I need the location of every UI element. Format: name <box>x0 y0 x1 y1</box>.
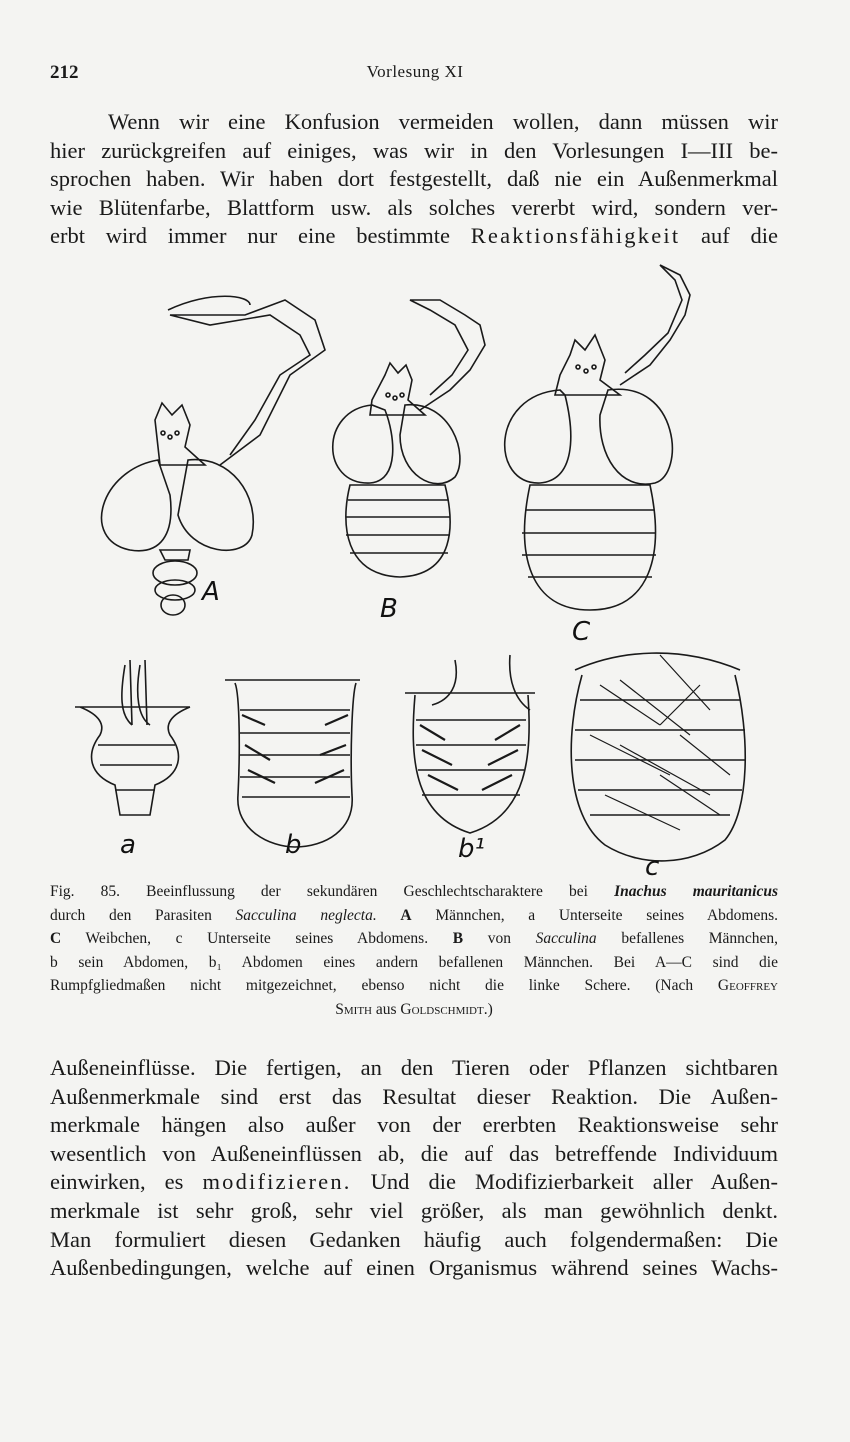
author-name: Goldschmidt.) <box>400 1000 493 1018</box>
page-number: 212 <box>50 62 79 83</box>
caption-text: von <box>487 930 511 947</box>
author-name: Geoffrey <box>717 977 778 994</box>
abdomen-c-drawing <box>571 653 745 880</box>
text-line: sprochen haben. Wir haben dort festgestellt, daß nie ein Außenmerkmal <box>50 166 778 192</box>
text-line: Außeneinflüsse. Die fertigen, an den Tieren oder Pflanzen sichtbaren <box>50 1055 778 1080</box>
caption-key: C <box>50 930 62 947</box>
figure-label-A: A <box>202 577 220 607</box>
running-head: Vorlesung XI <box>366 62 464 81</box>
caption-text: aus <box>375 1000 397 1018</box>
abdomen-b1-drawing <box>405 655 535 864</box>
caption-key: A <box>400 906 412 924</box>
figure-label-c: c <box>645 852 660 880</box>
caption-line: b sein Abdomen, b₁ Abdomen eines andern befallenen Männchen. Bei A—C sind die <box>50 953 778 971</box>
caption-text: Rumpfgliedmaßen nicht mitgezeichnet, ebenso nicht die linke Schere. (Nach <box>50 977 694 994</box>
crab-B-drawing <box>333 300 485 624</box>
abdomen-a-drawing <box>75 660 190 860</box>
caption-text: befallenes Männchen, <box>621 930 779 947</box>
page-header <box>50 62 780 86</box>
crab-C-drawing <box>505 265 690 647</box>
caption-text: Beeinflussung der sekundären Geschlechtscharaktere bei <box>146 883 588 900</box>
author-name: Smith <box>335 1000 372 1018</box>
caption-line <box>50 904 778 928</box>
caption-line <box>50 974 778 998</box>
text-fragment: erbt wird immer nur eine bestimmte <box>50 223 450 249</box>
caption-text: Weibchen, c Unterseite seines Abdomens. <box>85 930 429 947</box>
figure-caption <box>50 880 778 1021</box>
paragraph-2 <box>50 1054 778 1283</box>
text-line: merkmale ist sehr groß, sehr viel größer, als man gewöhnlich denkt. <box>50 1197 778 1223</box>
caption-line <box>50 998 778 1022</box>
species-name: Sacculina <box>535 930 597 947</box>
text-line: merkmale hängen also außer von der ererbten Reaktionsweise sehr <box>50 1112 778 1138</box>
text-line: Außenbedingungen, welche auf einen Organismus während seines Wachs- <box>50 1255 778 1281</box>
abdomen-b-drawing <box>225 680 360 860</box>
text-line: Man formuliert diesen Gedanken häufig auch folgendermaßen: Die <box>50 1226 778 1252</box>
emphasized-term: Reaktionsfähigkeit <box>470 223 681 249</box>
text-line <box>50 1168 778 1197</box>
paragraph-1 <box>50 108 778 251</box>
caption-text: Männchen, a Unterseite seines Abdomens. <box>435 906 778 924</box>
species-name: Inachus mauritanicus <box>614 883 778 900</box>
crab-A-drawing <box>102 296 325 615</box>
figure-label-b1: b¹ <box>458 834 485 864</box>
caption-key: B <box>452 930 464 947</box>
figure-label-a: a <box>120 830 136 860</box>
text-line: wesentlich von Außeneinflüssen ab, die auf das betreffende Individuum <box>50 1140 778 1166</box>
text-fragment: auf die <box>701 223 779 249</box>
figure-label-b: b <box>285 830 302 860</box>
caption-line <box>50 927 778 951</box>
text-line: Außenmerkmale sind erst das Resultat dieser Reaktion. Die Außen- <box>50 1083 778 1109</box>
text-line: Wenn wir eine Konfusion vermeiden wollen, dann müssen wir <box>108 109 778 134</box>
text-line <box>50 222 778 251</box>
caption-text: durch den Parasiten <box>50 906 212 924</box>
figure-number: Fig. 85. <box>50 883 121 900</box>
figure-label-B: B <box>380 594 398 624</box>
text-fragment: Und die Modifizierbarkeit aller Außen- <box>370 1169 778 1195</box>
text-fragment: einwirken, es <box>50 1169 184 1195</box>
species-name: Sacculina neglecta. <box>235 906 377 924</box>
text-line: wie Blütenfarbe, Blattform usw. als solches vererbt wird, sondern ver- <box>50 194 778 220</box>
figure-85 <box>60 255 790 880</box>
text-line: hier zurückgreifen auf einiges, was wir in den Vorlesungen I—III be- <box>50 137 778 163</box>
emphasized-term: modifizieren. <box>202 1169 352 1195</box>
caption-line <box>50 880 778 904</box>
figure-label-C: C <box>572 617 591 647</box>
